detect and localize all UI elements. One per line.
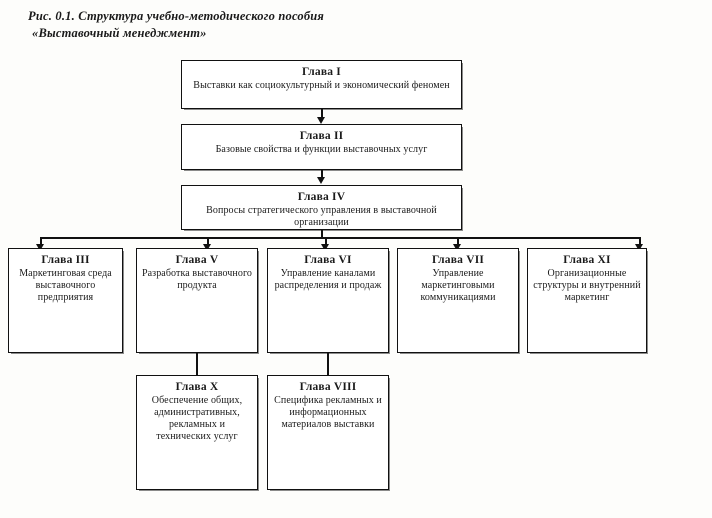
node-chapter-6[interactable] [267,248,389,353]
node-chapter-5[interactable] [136,248,258,353]
figure-caption [28,8,458,42]
node-chapter-8-title: Глава VIII [299,381,357,393]
node-chapter-4-title: Глава IV [297,191,346,203]
node-chapter-1-title: Глава I [302,66,341,78]
node-chapter-10-body: Обеспечение общих, административных, рекламных и технических услуг [151,395,243,442]
node-chapter-3[interactable] [8,248,123,353]
arrow-ch2-ch4 [317,177,325,184]
node-chapter-7-body: Управление маркетинговыми коммуникациями [420,268,496,303]
node-chapter-5-title: Глава V [175,254,219,266]
caption-line-2: «Выставочный менеджмент» [32,26,207,40]
node-chapter-6-body: Управление каналами распределения и продаж [274,268,382,291]
caption-line-1: Рис. 0.1. Структура учебно-методического пособия [28,9,325,23]
node-chapter-8[interactable] [267,375,389,490]
node-chapter-6-title: Глава VI [304,254,352,266]
node-chapter-1[interactable] [181,60,462,109]
node-chapter-10-title: Глава X [175,381,219,393]
node-chapter-4-body: Вопросы стратегического управления в выставочной организации [206,205,437,228]
connector-ch5-ch10 [196,353,198,375]
node-chapter-1-body: Выставки как социокультурный и экономический феномен [193,80,450,91]
connector-bus-horizontal [40,237,640,239]
node-chapter-3-body: Маркетинговая среда выставочного предприятия [19,268,112,303]
connector-ch6-ch8 [327,353,329,375]
node-chapter-11-body: Организационные структуры и внутренний маркетинг [533,268,641,303]
node-chapter-2-title: Глава II [299,130,344,142]
node-chapter-11[interactable] [527,248,647,353]
node-chapter-2-body: Базовые свойства и функции выставочных услуг [215,144,428,155]
node-chapter-5-body: Разработка выставочного продукта [141,268,253,291]
node-chapter-8-body: Специфика рекламных и информационных материалов выставки [274,395,382,430]
node-chapter-7[interactable] [397,248,519,353]
node-chapter-11-title: Глава XI [563,254,611,266]
arrow-ch1-ch2 [317,117,325,124]
node-chapter-10[interactable] [136,375,258,490]
node-chapter-3-title: Глава III [41,254,90,266]
node-chapter-4[interactable] [181,185,462,230]
node-chapter-7-title: Глава VII [431,254,485,266]
node-chapter-2[interactable] [181,124,462,170]
